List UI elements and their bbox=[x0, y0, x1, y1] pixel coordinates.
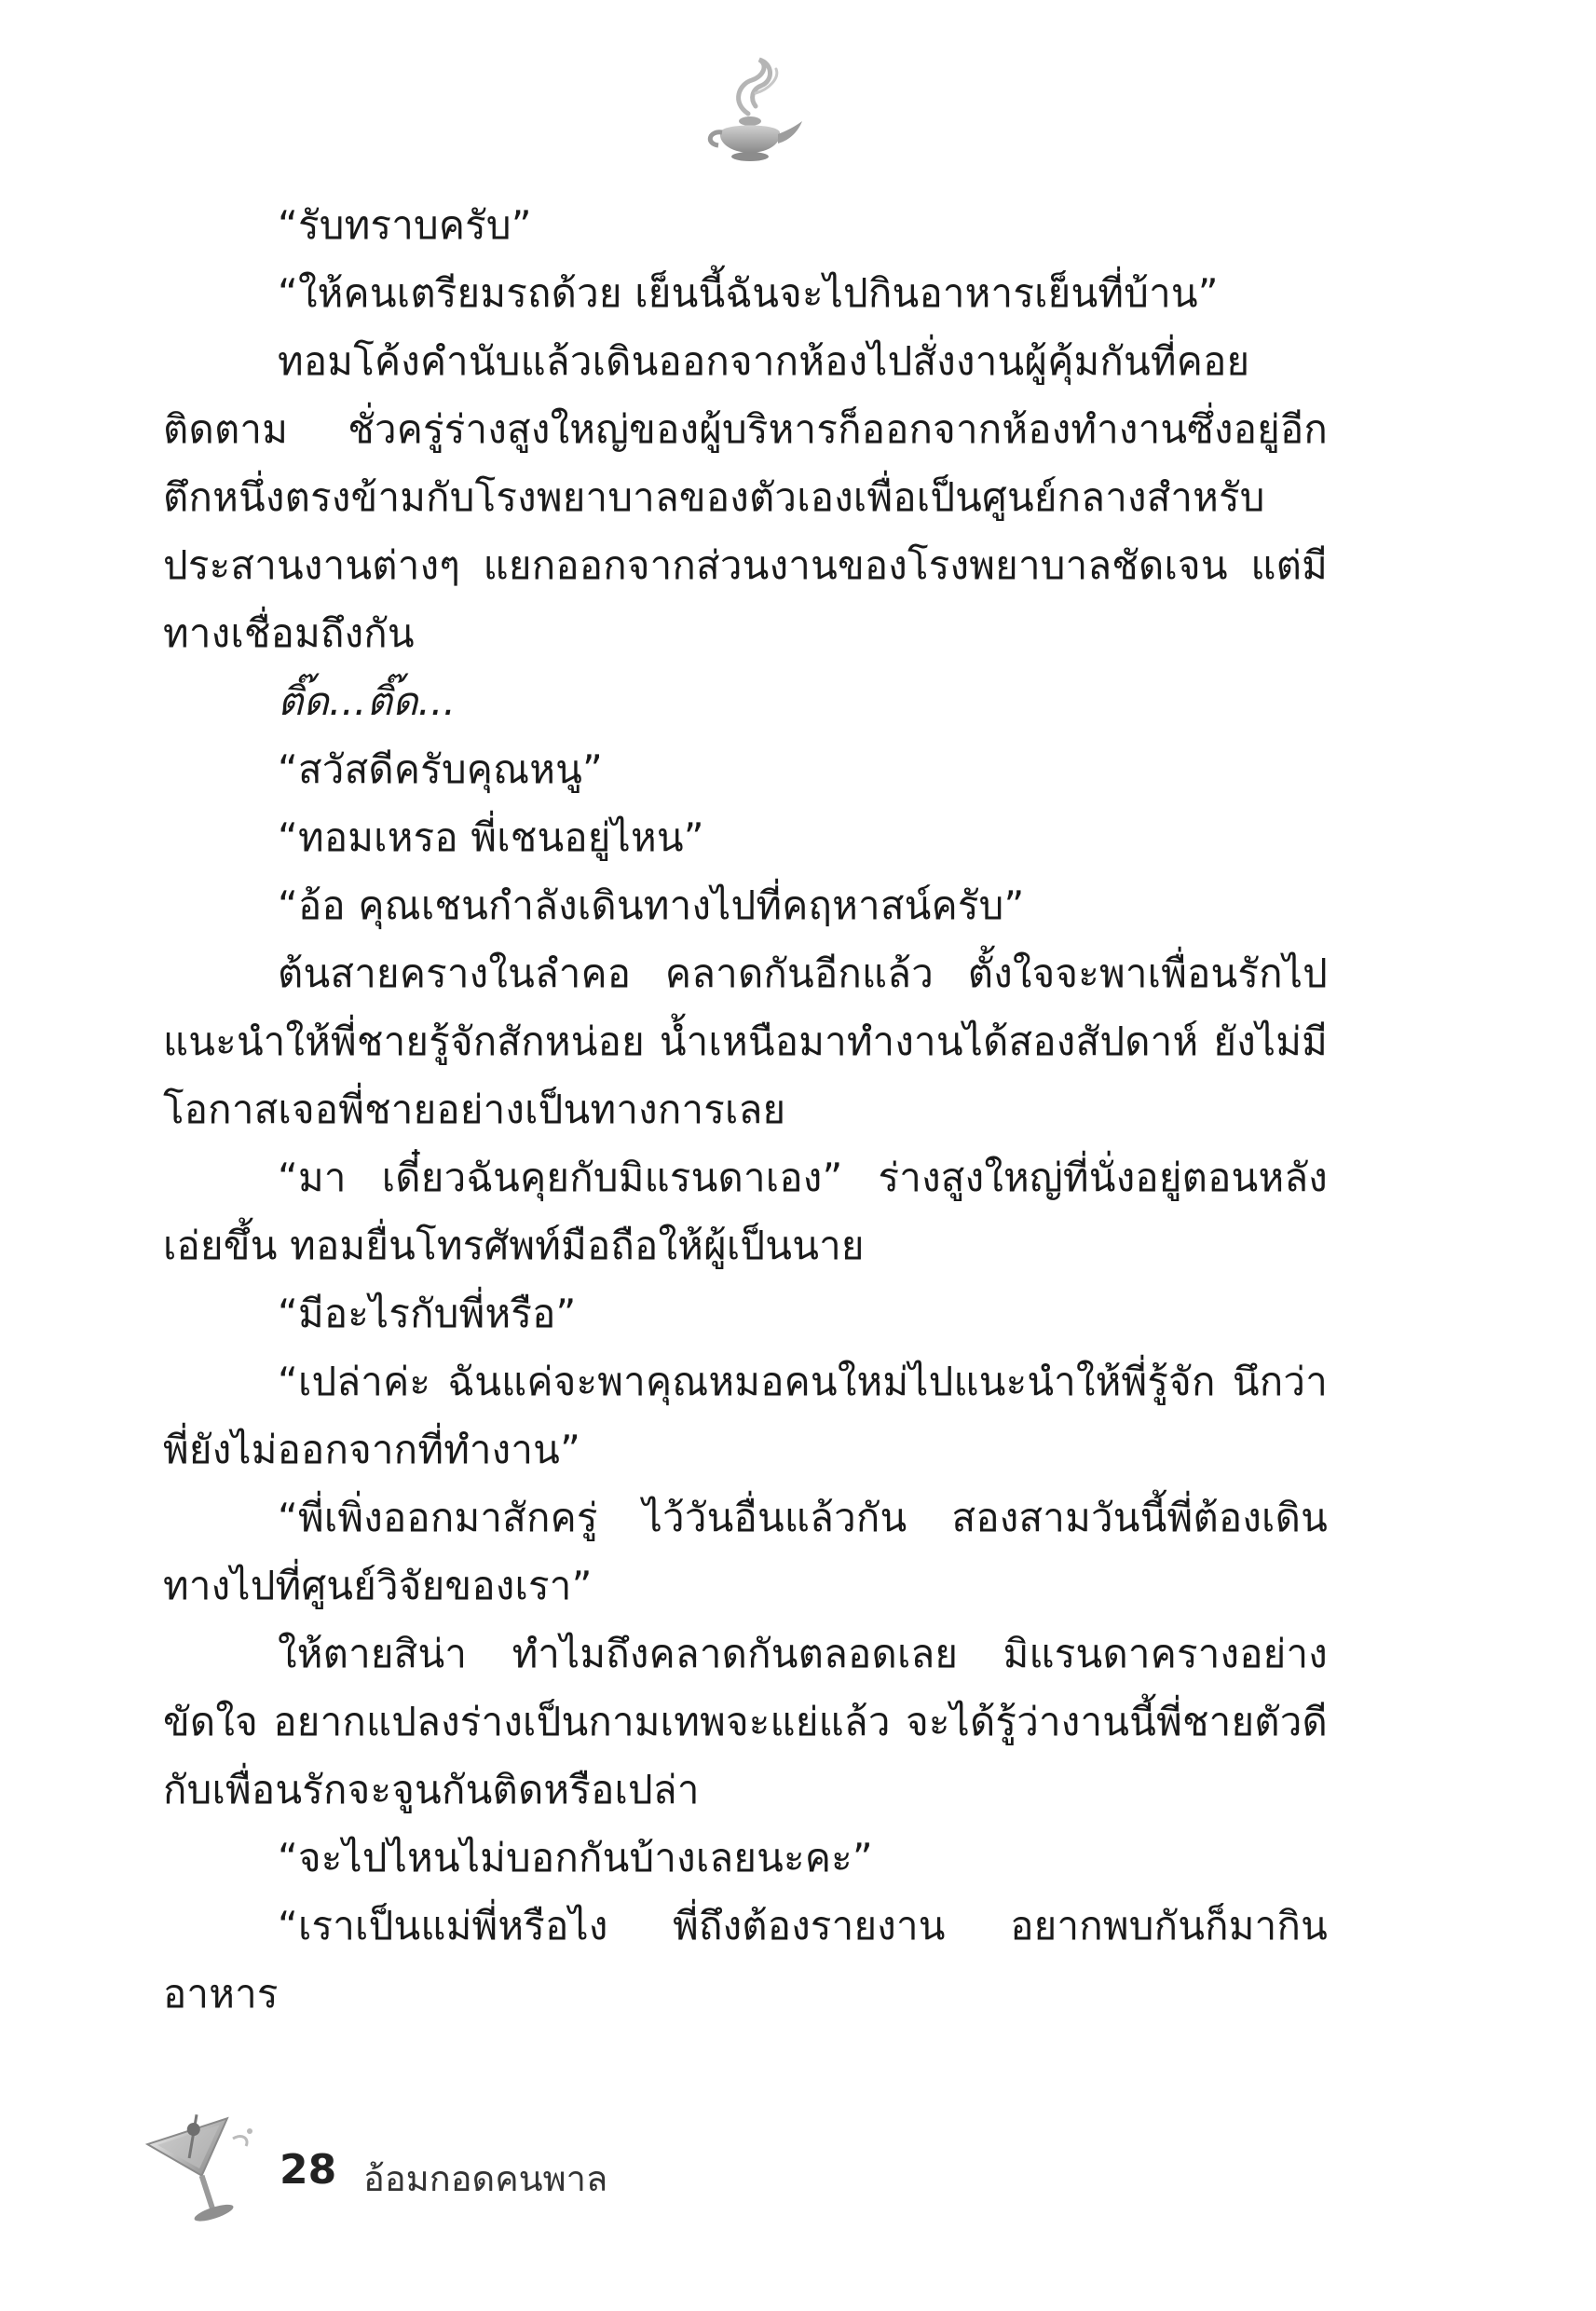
paragraph-8: ต้นสายครางในลำคอ คลาดกันอีกแล้ว ตั้งใจจะพาเพื่อนรักไปแนะนำให้พี่ชายรู้จักสักหน่อย น้ำเหนือมาทำงานได้สองสัปดาห์ ยังไม่มีโอกาสเจอพี่ชายอย่างเป็นทางการเลย bbox=[163, 950, 1328, 1132]
paragraph-9: “มา เดี๋ยวฉันคุยกับมิแรนดาเอง” ร่างสูงใหญ่ที่นั่งอยู่ตอนหลังเอ่ยขึ้น ทอมยื่นโทรศัพท์มือถือให้ผู้เป็นนาย bbox=[163, 1155, 1328, 1268]
book-title: อ้อมกอดคนพาล bbox=[363, 2158, 608, 2199]
paragraph-15: “เราเป็นแม่พี่หรือไง พี่ถึงต้องรายงาน อยากพบกันก็มากินอาหาร bbox=[163, 1903, 1328, 2017]
page-number: 28 bbox=[280, 2146, 337, 2194]
paragraph-3: ทอมโค้งคำนับแล้วเดินออกจากห้องไปสั่งงานผู้คุ้มกันที่คอยติดตาม ชั่วครู่ร่างสูงใหญ่ของผู้บริหารก็ออกจากห้องทำงานซึ่งอยู่อีกตึกหนึ่งตรงข้ามกับโรงพยาบาลของตัวเองเพื่อเป็นศูนย์กลางสำหรับประสานงานต่างๆ แยกออกจากส่วนงานของโรงพยาบาลชัดเจน แต่มีทางเชื่อมถึงกัน bbox=[163, 338, 1328, 656]
paragraph-6: “ทอมเหรอ พี่เชนอยู่ไหน” bbox=[278, 814, 704, 860]
paragraph-5: “สวัสดีครับคุณหนู” bbox=[278, 746, 604, 792]
paragraph-sound-effect: ติ๊ด...ติ๊ด... bbox=[278, 678, 457, 724]
cocktail-glass-icon bbox=[140, 2111, 261, 2232]
paragraph-2: “ให้คนเตรียมรถด้วย เย็นนี้ฉันจะไปกินอาหารเย็นที่บ้าน” bbox=[278, 270, 1219, 316]
paragraph-13: ให้ตายสิน่า ทำไมถึงคลาดกันตลอดเลย มิแรนดาครางอย่างขัดใจ อยากแปลงร่างเป็นกามเทพจะแย่แล้ว จะได้รู้ว่างานนี้พี่ชายตัวดีกับเพื่อนรักจะจูนกันติดหรือเปล่า bbox=[163, 1631, 1328, 1812]
body-text bbox=[163, 191, 1328, 2028]
paragraph-12: “พี่เพิ่งออกมาสักครู่ ไว้วันอื่นแล้วกัน สองสามวันนี้พี่ต้องเดินทางไปที่ศูนย์วิจัยของเรา” bbox=[163, 1495, 1328, 1608]
genie-lamp-icon bbox=[694, 56, 806, 168]
paragraph-11: “เปล่าค่ะ ฉันแค่จะพาคุณหมอคนใหม่ไปแนะนำให้พี่รู้จัก นึกว่าพี่ยังไม่ออกจากที่ทำงาน” bbox=[163, 1359, 1328, 1472]
paragraph-1: “รับทราบครับ” bbox=[278, 202, 532, 248]
page-footer bbox=[140, 2111, 885, 2232]
paragraph-7: “อ้อ คุณเชนกำลังเดินทางไปที่คฤหาสน์ครับ” bbox=[278, 882, 1025, 928]
paragraph-10: “มีอะไรกับพี่หรือ” bbox=[278, 1291, 577, 1336]
paragraph-14: “จะไปไหนไม่บอกกันบ้างเลยนะคะ” bbox=[278, 1835, 873, 1880]
